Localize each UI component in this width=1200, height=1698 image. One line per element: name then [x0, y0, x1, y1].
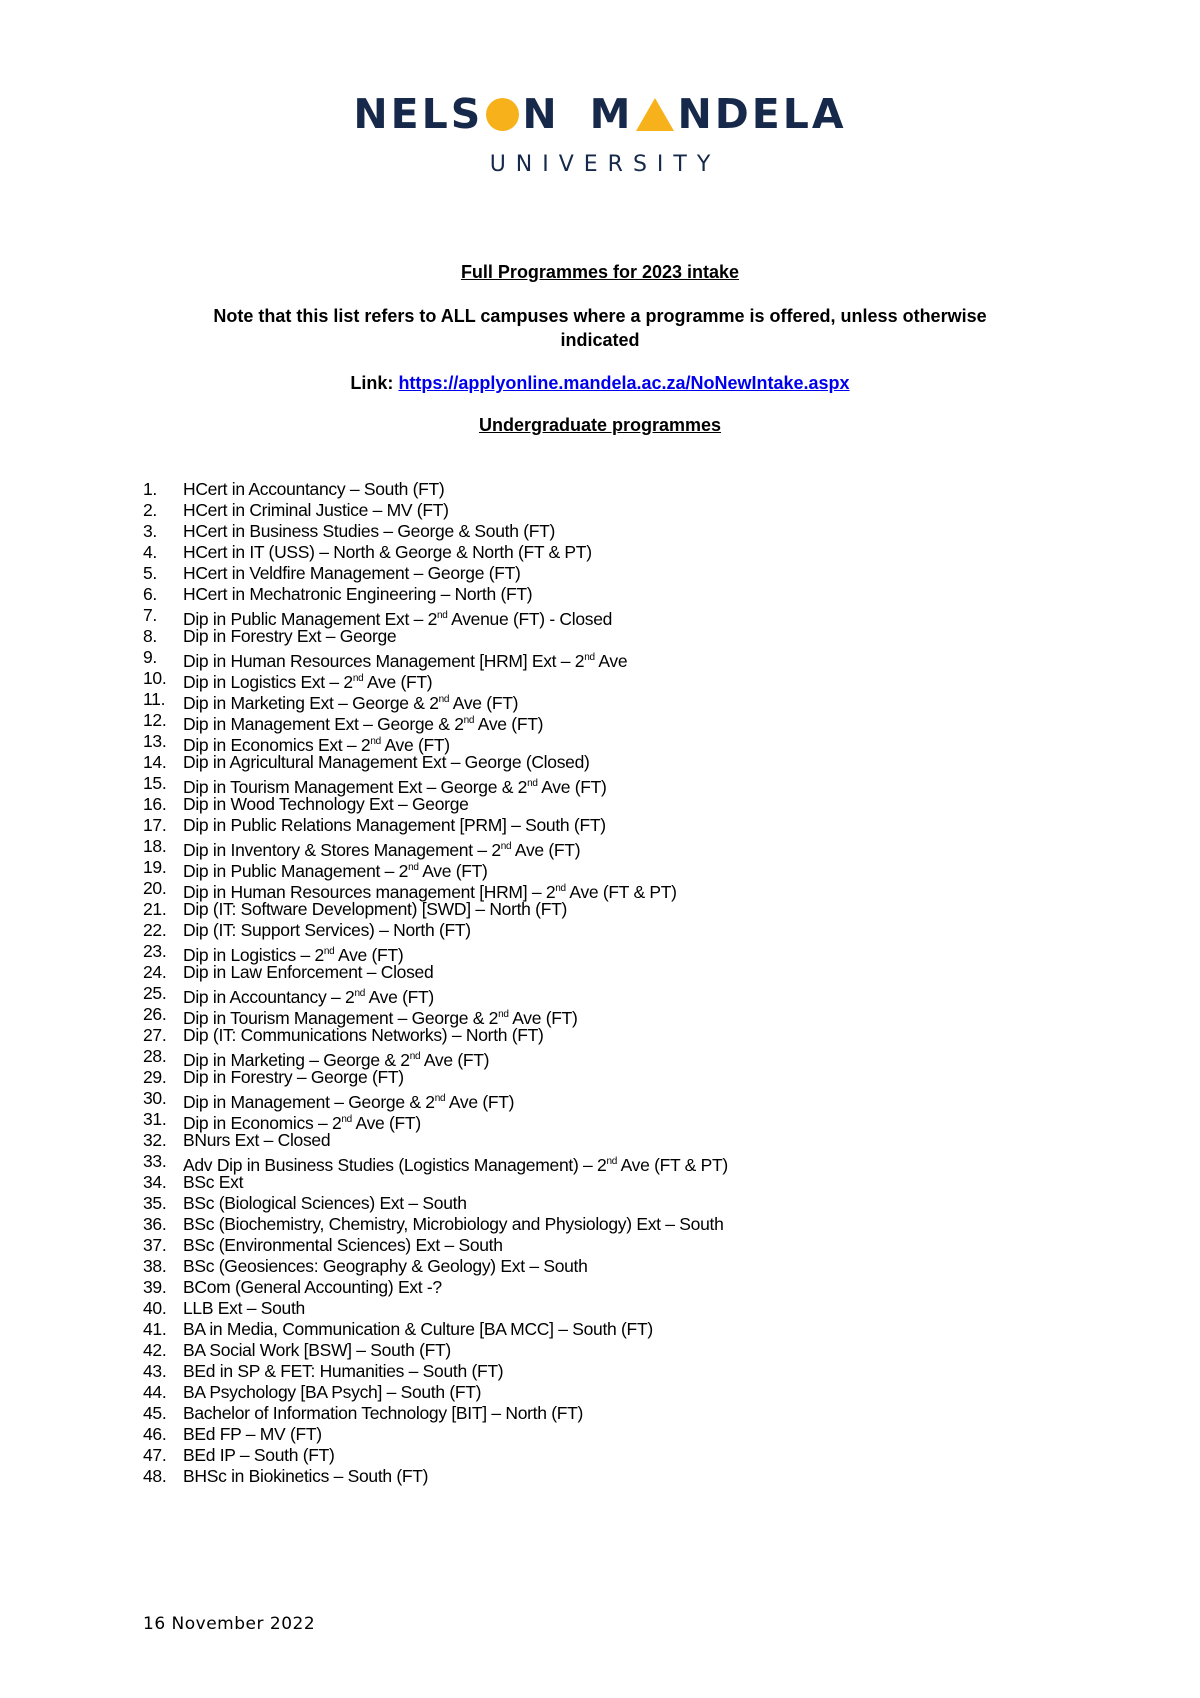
list-item-text — [183, 1445, 335, 1466]
list-item-number: 12. — [143, 710, 167, 730]
list-item — [143, 626, 728, 647]
list-item-text — [183, 1130, 330, 1151]
list-item-number: 41. — [143, 1319, 167, 1339]
list-item — [143, 542, 728, 563]
list-item-text — [183, 962, 433, 983]
list-item-number: 15. — [143, 773, 167, 793]
programme-name: Dip in Management Ext – George & 2 — [183, 713, 464, 734]
list-item — [143, 1193, 728, 1214]
list-item — [143, 689, 728, 713]
list-item-text — [183, 752, 590, 773]
list-item-number: 36. — [143, 1214, 167, 1234]
list-item — [143, 1298, 728, 1319]
list-item-text — [183, 647, 628, 671]
programme-name: Dip in Management – George & 2 — [183, 1091, 435, 1112]
logo-circle-icon — [486, 98, 519, 131]
logo-subtitle: UNIVERSITY — [489, 152, 721, 177]
list-item — [143, 899, 728, 920]
list-item-number: 20. — [143, 878, 167, 898]
ordinal-suffix: nd — [341, 1114, 352, 1125]
programme-name: BSc (Biochemistry, Chemistry, Microbiology and Physiology) Ext – South — [183, 1214, 724, 1234]
list-item-number: 46. — [143, 1424, 167, 1444]
list-item-number: 16. — [143, 794, 167, 814]
ordinal-suffix: nd — [434, 1093, 446, 1104]
programme-name-rest: Ave (FT) — [474, 713, 544, 734]
list-item — [143, 710, 728, 734]
programme-name: BA Social Work [BSW] – South (FT) — [183, 1340, 451, 1360]
list-item-number: 45. — [143, 1403, 167, 1423]
list-item-number: 35. — [143, 1193, 167, 1213]
logo-text-ndela: NDELA — [677, 90, 847, 138]
programme-name: BA Psychology [BA Psych] – South (FT) — [183, 1382, 482, 1402]
programme-name-rest: Ave (FT) — [351, 1112, 421, 1133]
list-item-number: 1. — [143, 479, 157, 499]
programme-name: BCom (General Accounting) Ext -? — [183, 1277, 442, 1297]
university-logo — [0, 92, 1200, 177]
programme-name-rest: Ave (FT & PT) — [565, 881, 677, 902]
list-item-text — [183, 584, 532, 605]
programme-name: HCert in Accountancy – South (FT) — [183, 479, 445, 499]
list-item-text — [183, 1025, 544, 1046]
list-item-text — [183, 920, 471, 941]
link-label: Link: — [350, 373, 394, 393]
programme-name: Dip in Economics Ext – 2 — [183, 734, 371, 755]
list-item — [143, 794, 728, 815]
logo-text-nels: NELS — [353, 90, 484, 138]
list-item-text — [183, 1361, 503, 1382]
programme-name: Dip in Tourism Management – George & 2 — [183, 1007, 499, 1028]
programme-name: BEd in SP & FET: Humanities – South (FT) — [183, 1361, 504, 1381]
list-item-text — [183, 1172, 243, 1193]
link-line — [0, 371, 1200, 395]
list-item-number: 38. — [143, 1256, 167, 1276]
list-item-text — [183, 1004, 578, 1028]
list-item — [143, 983, 728, 1007]
list-item — [143, 857, 728, 881]
programme-name: Dip in Public Management – 2 — [183, 860, 409, 881]
list-item — [143, 1151, 728, 1175]
list-item-text — [183, 542, 592, 563]
list-item — [143, 1172, 728, 1193]
programme-name: Dip in Forestry Ext – George — [183, 626, 397, 646]
list-item-number: 10. — [143, 668, 167, 688]
list-item-number: 29. — [143, 1067, 167, 1087]
list-item-text — [183, 500, 449, 521]
list-item-number: 42. — [143, 1340, 167, 1360]
list-item-number: 44. — [143, 1382, 167, 1402]
document-title — [0, 260, 1200, 284]
list-item — [143, 605, 728, 629]
list-item-text — [183, 857, 488, 881]
programme-name-rest: Ave (FT) — [420, 1049, 490, 1070]
list-item — [143, 962, 728, 983]
list-item-text — [183, 1046, 490, 1070]
list-item — [143, 815, 728, 836]
list-item-number: 25. — [143, 983, 167, 1003]
list-item — [143, 1067, 728, 1088]
programme-name: BSc (Geosiences: Geography & Geology) Ext – South — [183, 1256, 588, 1276]
list-item-text — [183, 1277, 442, 1298]
ordinal-suffix: nd — [409, 1051, 421, 1062]
list-item-number: 19. — [143, 857, 167, 877]
logo-wordmark — [353, 92, 846, 136]
list-item-text — [183, 794, 469, 815]
list-item-text — [183, 563, 521, 584]
list-item — [143, 500, 728, 521]
programme-name-rest: Ave (FT) — [334, 944, 404, 965]
list-item — [143, 1319, 728, 1340]
list-item-text — [183, 605, 613, 629]
programme-name-rest: Ave (FT) — [363, 671, 433, 692]
list-item-text — [183, 1403, 583, 1424]
list-item-number: 5. — [143, 563, 157, 583]
list-item-number: 9. — [143, 647, 157, 667]
list-item — [143, 479, 728, 500]
list-item — [143, 1445, 728, 1466]
list-item-number: 48. — [143, 1466, 167, 1486]
programme-name: Dip in Public Management Ext – 2 — [183, 608, 438, 629]
footer-date: 16 November 2022 — [143, 1614, 316, 1634]
list-item — [143, 1466, 728, 1487]
list-item-number: 39. — [143, 1277, 167, 1297]
programme-name: HCert in Mechatronic Engineering – North (FT) — [183, 584, 533, 604]
logo-text-m: M — [589, 90, 634, 138]
list-item-text — [183, 899, 567, 920]
list-item-number: 22. — [143, 920, 167, 940]
list-item-text — [183, 1151, 728, 1175]
programme-name-rest: Ave (FT) — [364, 986, 434, 1007]
list-item — [143, 1025, 728, 1046]
list-item-number: 30. — [143, 1088, 167, 1108]
programme-name: Dip in Agricultural Management Ext – George (Closed) — [183, 752, 590, 772]
list-item — [143, 941, 728, 965]
programme-name: Dip in Human Resources management [HRM] – 2 — [183, 881, 556, 902]
programme-name-rest: Ave (FT) — [380, 734, 450, 755]
list-item-text — [183, 983, 434, 1007]
list-item-number: 33. — [143, 1151, 167, 1171]
list-item-number: 7. — [143, 605, 157, 625]
ordinal-suffix: nd — [527, 778, 538, 789]
programme-name: Dip (IT: Support Services) – North (FT) — [183, 920, 471, 940]
programme-name: Dip in Marketing – George & 2 — [183, 1049, 410, 1070]
list-item-text — [183, 479, 444, 500]
list-item-text — [183, 1319, 653, 1340]
programme-name-rest: Ave (FT) — [449, 692, 519, 713]
list-item-number: 23. — [143, 941, 167, 961]
programme-name: Dip in Forestry – George (FT) — [183, 1067, 404, 1087]
list-item-number: 4. — [143, 542, 157, 562]
list-item-text — [183, 815, 606, 836]
list-item-text — [183, 521, 555, 542]
ordinal-suffix: nd — [584, 652, 595, 663]
section-heading — [0, 413, 1200, 437]
programme-name: Dip in Tourism Management Ext – George & 2 — [183, 776, 528, 797]
list-item — [143, 584, 728, 605]
list-item — [143, 521, 728, 542]
ordinal-suffix: nd — [323, 946, 335, 957]
list-item — [143, 1256, 728, 1277]
ordinal-suffix: nd — [498, 1009, 509, 1020]
list-item — [143, 563, 728, 584]
list-item-text — [183, 1235, 503, 1256]
list-item-number: 28. — [143, 1046, 167, 1066]
list-item-number: 40. — [143, 1298, 167, 1318]
list-item-text — [183, 1067, 404, 1088]
programme-name: Dip in Logistics – 2 — [183, 944, 324, 965]
list-item-number: 24. — [143, 962, 167, 982]
programme-name: Adv Dip in Business Studies (Logistics Management) – 2 — [183, 1154, 607, 1175]
list-item-number: 32. — [143, 1130, 167, 1150]
list-item-text — [183, 731, 450, 755]
list-item-text — [183, 1340, 451, 1361]
programme-name: HCert in Criminal Justice – MV (FT) — [183, 500, 449, 520]
list-item — [143, 1214, 728, 1235]
programme-name: LLB Ext – South — [183, 1298, 305, 1318]
list-item-text — [183, 1424, 322, 1445]
programme-name: BHSc in Biokinetics – South (FT) — [183, 1466, 429, 1486]
list-item-number: 13. — [143, 731, 167, 751]
list-item-number: 34. — [143, 1172, 167, 1192]
programme-name-rest: Ave (FT) — [418, 860, 488, 881]
programme-name: BA in Media, Communication & Culture [BA MCC] – South (FT) — [183, 1319, 653, 1339]
list-item-text — [183, 668, 433, 692]
list-item-number: 3. — [143, 521, 157, 541]
list-item-number: 2. — [143, 500, 157, 520]
ordinal-suffix: nd — [352, 673, 364, 684]
list-item-text — [183, 941, 404, 965]
programme-list — [143, 479, 728, 1487]
programme-name: BEd FP – MV (FT) — [183, 1424, 322, 1444]
programme-name: Dip in Human Resources Management [HRM] Ext – 2 — [183, 650, 585, 671]
list-item — [143, 1130, 728, 1151]
list-item-text — [183, 1298, 305, 1319]
ordinal-suffix: nd — [500, 841, 512, 852]
programme-name: Dip in Accountancy – 2 — [183, 986, 355, 1007]
list-item-text — [183, 626, 396, 647]
list-item-number: 8. — [143, 626, 157, 646]
list-item-number: 37. — [143, 1235, 167, 1255]
programme-name: Dip in Marketing Ext – George & 2 — [183, 692, 439, 713]
list-item-number: 43. — [143, 1361, 167, 1381]
list-item-text — [183, 689, 519, 713]
programme-name-rest: Avenue (FT) - Closed — [447, 608, 613, 629]
ordinal-suffix: nd — [437, 610, 448, 621]
list-item-number: 11. — [143, 689, 166, 709]
ordinal-suffix: nd — [463, 715, 475, 726]
list-item-number: 21. — [143, 899, 167, 919]
programme-name: BSc (Environmental Sciences) Ext – South — [183, 1235, 503, 1255]
list-item — [143, 920, 728, 941]
list-item — [143, 878, 728, 902]
list-item-number: 6. — [143, 584, 157, 604]
list-item-text — [183, 1088, 515, 1112]
list-item — [143, 731, 728, 755]
list-item — [143, 1382, 728, 1403]
list-item — [143, 647, 728, 671]
list-item — [143, 668, 728, 692]
ordinal-suffix: nd — [354, 988, 365, 999]
programme-name-rest: Ave (FT & PT) — [617, 1154, 728, 1175]
list-item-text — [183, 836, 581, 860]
list-item — [143, 1361, 728, 1382]
programme-name-rest: Ave (FT) — [508, 1007, 578, 1028]
ordinal-suffix: nd — [438, 694, 450, 705]
programme-name: HCert in Business Studies – George & South (FT) — [183, 521, 556, 541]
section-heading-text: Undergraduate programmes — [478, 415, 722, 435]
list-item — [143, 1004, 728, 1028]
programme-name: Dip (IT: Software Development) [SWD] – North (FT) — [183, 899, 568, 919]
programme-name: HCert in IT (USS) – North & George & North (FT & PT) — [183, 542, 592, 562]
list-item-number: 17. — [143, 815, 167, 835]
list-item-text — [183, 710, 544, 734]
list-item — [143, 836, 728, 860]
list-item-text — [183, 773, 607, 797]
document-title-text: Full Programmes for 2023 intake — [460, 262, 740, 282]
list-item-text — [183, 1256, 588, 1277]
programme-name-rest: Ave — [594, 650, 628, 671]
ordinal-suffix: nd — [408, 862, 419, 873]
logo-triangle-icon — [636, 98, 674, 131]
programme-name: BNurs Ext – Closed — [183, 1130, 331, 1150]
list-item-text — [183, 1382, 481, 1403]
logo-text-n: N — [522, 90, 560, 138]
programme-name: Dip in Economics – 2 — [183, 1112, 342, 1133]
programme-name: Bachelor of Information Technology [BIT] – North (FT) — [183, 1403, 584, 1423]
list-item-number: 47. — [143, 1445, 167, 1465]
campus-note: Note that this list refers to ALL campuses where a programme is offered, unless otherwise indicated — [213, 306, 987, 350]
programme-name: BSc (Biological Sciences) Ext – South — [183, 1193, 467, 1213]
programme-name-rest: Ave (FT) — [537, 776, 607, 797]
programme-name: Dip in Inventory & Stores Management – 2 — [183, 839, 501, 860]
list-item-number: 14. — [143, 752, 167, 772]
list-item — [143, 1046, 728, 1070]
programme-name: BSc Ext — [183, 1172, 244, 1192]
programme-name: BEd IP – South (FT) — [183, 1445, 335, 1465]
programme-name: Dip in Law Enforcement – Closed — [183, 962, 434, 982]
list-item — [143, 1235, 728, 1256]
ordinal-suffix: nd — [606, 1156, 617, 1167]
list-item — [143, 1088, 728, 1112]
programme-name: HCert in Veldfire Management – George (FT) — [183, 563, 521, 583]
programme-name: Dip (IT: Communications Networks) – North (FT) — [183, 1025, 544, 1045]
programme-name: Dip in Wood Technology Ext – George — [183, 794, 469, 814]
list-item — [143, 752, 728, 773]
programme-name: Dip in Public Relations Management [PRM] – South (FT) — [183, 815, 606, 835]
list-item-text — [183, 1466, 428, 1487]
apply-online-link[interactable]: https://applyonline.mandela.ac.za/NoNewIntake.aspx — [398, 373, 850, 393]
programme-name: Dip in Logistics Ext – 2 — [183, 671, 353, 692]
list-item — [143, 1424, 728, 1445]
list-item-text — [183, 1214, 724, 1235]
list-item — [143, 1340, 728, 1361]
list-item — [143, 1277, 728, 1298]
list-item — [143, 1403, 728, 1424]
list-item-number: 27. — [143, 1025, 167, 1045]
list-item-number: 31. — [143, 1109, 167, 1129]
ordinal-suffix: nd — [370, 736, 381, 747]
list-item-text — [183, 1109, 421, 1133]
list-item-text — [183, 1193, 467, 1214]
list-item — [143, 1109, 728, 1133]
list-item-number: 18. — [143, 836, 167, 856]
list-item-text — [183, 878, 677, 902]
ordinal-suffix: nd — [555, 883, 566, 894]
list-item — [143, 773, 728, 797]
list-item-number: 26. — [143, 1004, 167, 1024]
programme-name-rest: Ave (FT) — [445, 1091, 515, 1112]
programme-name-rest: Ave (FT) — [511, 839, 581, 860]
